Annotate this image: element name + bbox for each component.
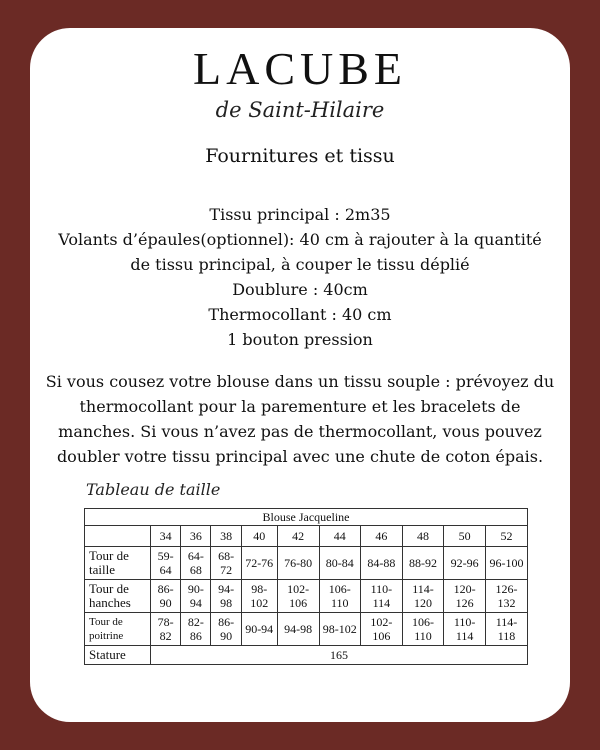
table-cell: 64-68 [181,547,211,580]
table-cell: 106-110 [402,613,443,646]
content-card [30,28,570,722]
table-cell: 80-84 [319,547,360,580]
table-row [85,580,528,613]
size-table [84,508,528,665]
table-cell: 72-76 [241,547,277,580]
supplies-list [50,202,550,352]
size-header: 42 [277,526,319,547]
section-title: Fournitures et tissu [205,145,395,167]
size-header: 34 [151,526,181,547]
table-cell: 114-120 [402,580,443,613]
table-cell: 102-106 [277,580,319,613]
table-cell: 82-86 [181,613,211,646]
size-table-caption: Tableau de taille [86,480,221,499]
supply-item: Tissu principal : 2m35 [209,205,391,224]
size-header: 38 [211,526,241,547]
table-cell: 90-94 [181,580,211,613]
row-label-hips: Tour de hanches [85,580,151,613]
table-cell: 59-64 [151,547,181,580]
brand-subtitle: de Saint-Hilaire [215,98,385,122]
size-header: 36 [181,526,211,547]
table-cell: 98-102 [319,613,360,646]
size-header: 46 [360,526,402,547]
table-cell: 114-118 [486,613,528,646]
table-cell: 102-106 [360,613,402,646]
size-header: 44 [319,526,360,547]
table-cell: 110-114 [444,613,486,646]
table-cell: 94-98 [211,580,241,613]
table-cell: 126-132 [486,580,528,613]
size-header: 50 [444,526,486,547]
size-header: 40 [241,526,277,547]
table-cell: 68-72 [211,547,241,580]
table-cell: 78-82 [151,613,181,646]
row-label-chest: Tour de poitrine [85,613,151,646]
brand-logo: LACUBE [193,43,407,94]
table-cell: 88-92 [402,547,443,580]
stature-value: 165 [151,646,528,665]
supply-item: Thermocollant : 40 cm [208,305,392,324]
table-cell: 94-98 [277,613,319,646]
row-label-waist: Tour de taille [85,547,151,580]
size-header: 52 [486,526,528,547]
table-row [85,547,528,580]
table-cell: 98-102 [241,580,277,613]
table-cell: 86-90 [211,613,241,646]
table-cell: 90-94 [241,613,277,646]
fabric-note: Si vous cousez votre blouse dans un tissu souple : prévoyez du thermocollant pour la parementure et les bracelets de manches. Si vous n’avez pas de thermocollant, vous pouvez doubler votre tissu principal avec une chute de coton épais. [45,372,555,466]
table-row [85,613,528,646]
table-cell: 106-110 [319,580,360,613]
supply-item: Volants d’épaules(optionnel): 40 cm à rajouter à la quantité de tissu principal, à couper le tissu déplié [58,230,542,274]
table-cell: 92-96 [444,547,486,580]
table-cell: 84-88 [360,547,402,580]
table-cell: 120-126 [444,580,486,613]
size-header: 48 [402,526,443,547]
supply-item: Doublure : 40cm [232,280,368,299]
size-table-title: Blouse Jacqueline [85,509,528,526]
size-header-blank [85,526,151,547]
table-cell: 96-100 [486,547,528,580]
table-cell: 110-114 [360,580,402,613]
table-row [85,646,528,665]
row-label-stature: Stature [85,646,151,665]
table-cell: 76-80 [277,547,319,580]
table-cell: 86-90 [151,580,181,613]
supply-item: 1 bouton pression [227,330,373,349]
